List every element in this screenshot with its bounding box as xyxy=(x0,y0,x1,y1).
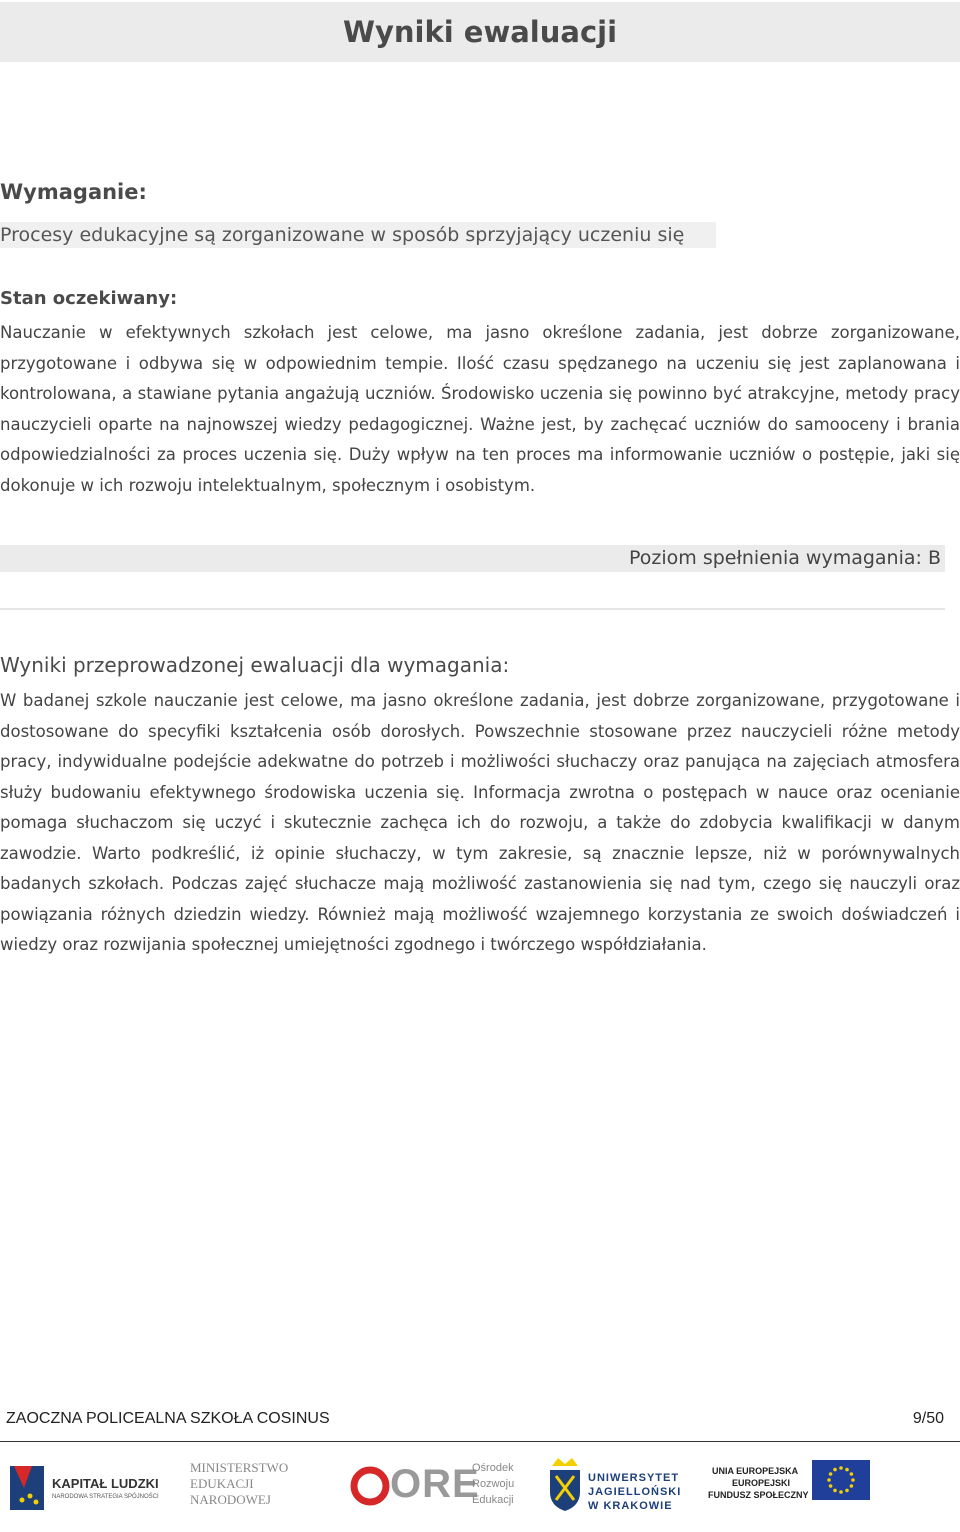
eu-logo xyxy=(706,1452,876,1522)
uj-line-2: JAGIELLOŃSKI xyxy=(588,1486,682,1498)
ore-line-1: Ośrodek xyxy=(472,1462,514,1474)
results-text: W badanej szkole nauczanie jest celowe, ma jasno określone zadania, jest dobrze zorganizowane, przygotowane i dostosowane do specyfiki kształcenia osób dorosłych. Powszechnie stosowane przez nauczycieli różne metody pracy, indywidualne podejście adekwatne do potrzeb i możliwości słuchaczy oraz panująca na zajęciach atmosfera służy budowaniu efektywnego środowiska uczenia się. Informacja zwrotna o postępach w nauce oraz ocenianie pomaga słuchaczom się uczyć i skutecznie zachęca ich do rozwoju, a także do zdobycia kwalifikacji w danym zawodzie. Warto podkreślić, iż opinie słuchaczy, w tym zakresie, są znacznie lepsze, niż w porównywalnych badanych szkołach. Podczas zajęć słuchacze mają możliwość zastanowienia się nad tym, czego się nauczyli oraz powiązania różnych dziedzin wiedzy. Również mają możliwość wzajemnego korzystania ze swoich doświadczeń i wiedzy oraz rozwijania społecznej umiejętności zgodnego i twórczego współdziałania. xyxy=(0,691,960,954)
uj-line-3: W KRAKOWIE xyxy=(588,1500,673,1512)
eu-line-2: EUROPEJSKI xyxy=(732,1478,791,1488)
level-text: Poziom spełnienia wymagania: B xyxy=(629,547,941,569)
eu-line-3: FUNDUSZ SPOŁECZNY xyxy=(708,1490,809,1500)
men-line-2: EDUKACJI xyxy=(190,1476,254,1491)
expected-state-text: Nauczanie w efektywnych szkołach jest celowe, ma jasno określone zadania, jest dobrze zorganizowane, przygotowane i odbywa się w odpowiednim tempie. Ilość czasu spędzanego na uczeniu się jest zaplanowana i kontrolowana, a stawiane pytania angażują uczniów. Środowisko uczenia się powinno być atrakcyjne, metody pracy nauczycieli oparte na najnowszej wiedzy pedagogicznej. Ważne jest, by zachęcać uczniów do samooceny i brania odpowiedzialności za proces uczenia się. Duży wpływ na ten proces ma informowanie uczniów o postępie, jaki się dokonuje w ich rozwoju intelektualnym, społecznym i osobistym. xyxy=(0,323,960,495)
uj-line-1: UNIWERSYTET xyxy=(588,1472,680,1484)
level-bar xyxy=(0,545,945,572)
expected-state-heading: Stan oczekiwany: xyxy=(0,288,178,309)
kapital-ludzki-subtitle: NARODOWA STRATEGIA SPÓJNOŚCI xyxy=(52,1494,159,1500)
requirement-heading: Wymaganie: xyxy=(0,180,147,204)
ore-logo xyxy=(350,1452,530,1522)
results-heading: Wyniki przeprowadzonej ewaluacji dla wymagania: xyxy=(0,653,510,677)
title-bar xyxy=(0,2,960,62)
kapital-ludzki-emblem-icon xyxy=(10,1460,46,1512)
footer-rule xyxy=(0,1441,960,1442)
footer-page-number: 9/50 xyxy=(912,1410,944,1427)
men-line-3: NARODOWEJ xyxy=(190,1492,271,1507)
ore-circle-icon xyxy=(350,1466,390,1506)
men-logo xyxy=(190,1452,320,1522)
ore-line-3: Edukacji xyxy=(472,1494,514,1506)
sponsor-logos xyxy=(0,1452,960,1522)
section-divider xyxy=(0,608,945,610)
uj-logo xyxy=(548,1452,688,1522)
page-title: Wyniki ewaluacji xyxy=(342,15,618,49)
ore-wordmark: ORE xyxy=(390,1462,480,1506)
requirement-text: Procesy edukacyjne są zorganizowane w sposób sprzyjający uczeniu się xyxy=(0,224,685,246)
eu-flag-icon xyxy=(812,1460,870,1500)
footer-school-name: ZAOCZNA POLICEALNA SZKOŁA COSINUS xyxy=(6,1410,330,1427)
uj-crest-icon xyxy=(548,1456,582,1512)
ore-line-2: Rozwoju xyxy=(472,1478,515,1490)
kapital-ludzki-logo xyxy=(10,1452,170,1522)
men-line-1: MINISTERSTWO xyxy=(190,1460,289,1475)
requirement-box xyxy=(0,222,716,248)
eu-line-1: UNIA EUROPEJSKA xyxy=(712,1466,799,1476)
kapital-ludzki-title: KAPITAŁ LUDZKI xyxy=(52,1476,159,1491)
